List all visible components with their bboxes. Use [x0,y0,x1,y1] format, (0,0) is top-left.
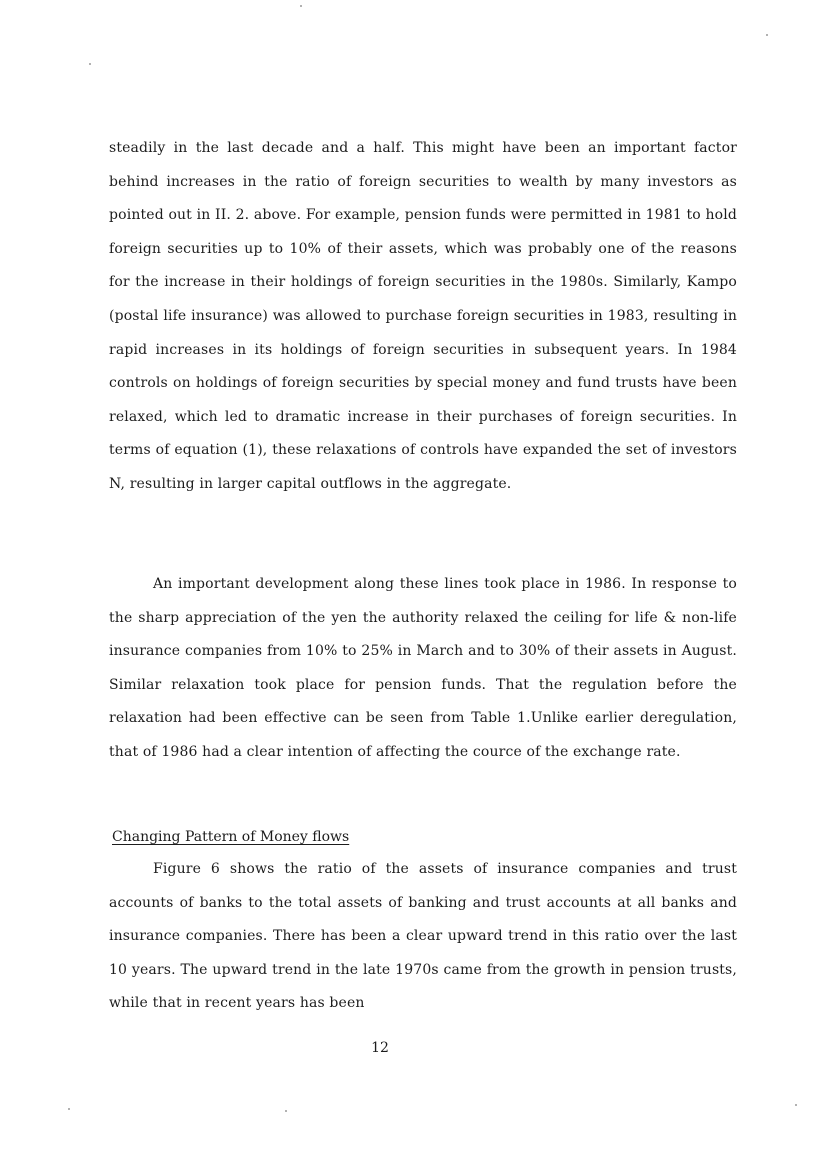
paragraph-1986-relaxation [109,568,737,770]
paragraph-deregulation-history: steadily in the last decade and a half. This might have been an important factor behind increases in the ratio of foreign securities to wealth by many investors as pointed out in II. 2. above. For example, pension funds were permitted in 1981 to hold foreign securities up to 10% of their assets, which was probably one of the reasons for the increase in their holdings of foreign securities in the 1980s. Similarly, Kampo (postal life insurance) was allowed to purchase foreign securities in 1983, resulting in rapid increases in its holdings of foreign securities in subsequent years. In 1984 controls on holdings of foreign securities by special money and fund trusts have been relaxed, which led to dramatic increase in their purchases of foreign securities. In terms of equation (1), these relaxations of controls have expanded the set of investors N, resulting in larger capital outflows in the aggregate. [109,140,737,492]
scan-speck [766,34,768,36]
scan-speck [89,63,91,65]
paragraph-text: Figure 6 shows the ratio of the assets of insurance companies and trust accounts of banks to the total assets of banking and trust accounts at all banks and insurance companies. There has been a clear upward trend in this ratio over the last 10 years. The upward trend in the late 1970s came from the growth in pension trusts, while that in recent years has been [109,861,737,1012]
section-heading: Changing Pattern of Money flows [112,829,350,845]
scan-speck [300,5,302,7]
scan-speck [795,1104,797,1106]
paragraph-money-flows [109,853,737,1021]
scan-speck [285,1110,287,1112]
page-number: 12 [371,1040,389,1056]
paragraph-text: An important development along these lines took place in 1986. In response to the sharp appreciation of the yen the authority relaxed the ceiling for life & non-life insurance companies from 10% to 25% in March and to 30% of their assets in August. Similar relaxation took place for pension funds. That the regulation before the relaxation had been effective can be seen from Table 1.Unlike earlier deregulation, that of 1986 had a clear intention of affecting the cource of the exchange rate. [109,576,737,760]
scan-speck [68,1108,70,1110]
